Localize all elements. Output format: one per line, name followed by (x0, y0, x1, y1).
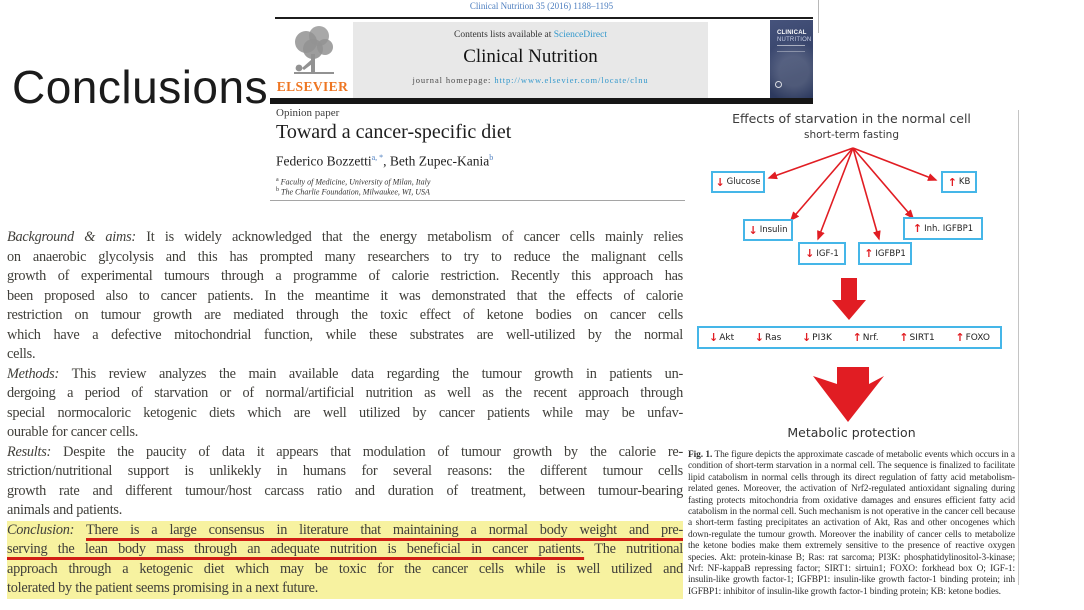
header-top-rule (275, 17, 813, 19)
pathway-item-foxo (955, 332, 990, 343)
big-down-arrow-2 (813, 367, 884, 422)
figure-caption-label: Fig. 1. (688, 450, 713, 460)
pathway-sirt1-label: SIRT1 (909, 332, 935, 343)
abstract-line: been proposed also to cancer patients. In the meantime it was demonstrated that the effects of calorie (7, 287, 683, 304)
figure-outcome-label: Metabolic protection (787, 425, 916, 440)
box-igf1 (798, 242, 846, 265)
abstract-line: approach through a ketogenic diet which may be toxic for the cancer cells while is well utilized and (7, 560, 683, 577)
abstract-section-label: Results: (7, 443, 52, 460)
figure-caption-text: The figure depicts the approximate cascade of metabolic events which occurs in a condition of short-term starvation in a normal cell. The sequence is finalized to facilitate lipid catabolism in normal cells through its direct regulation of fatty acid metabolism-related genes. Moreover, the activation of Nrf2-regulated antioxidant signaling during fasting protects mitochondria from oxidative damages and ensures efficient fatty acid catabolism in the normal cell. Such mechanism is not operative in the cancer cell because a short-term fasting precipitates an activation of Akt, Ras and other oncogenes which down-regulate the tumour growth. Moreover the inability of cancer cells to metabolize the ketone bodies make them extremely sensitive to the presence of reactive oxygen species. Akt: protein-kinase B; Ras: rat sarcoma; PI3K: phosphatidylinositol-3-kinase; Nrf: NF-kappaB repressing factor; SIRT1: sirtuin1; FOXO: forkhead box O; IGF-1: insulin-like growth factor-1; IGFBP1: insulin-like growth factor-1 binding protein; inh IGFBP1: inhibitor of insulin-like growth factor-1 binding protein; KB: ketone bodies. (688, 450, 1015, 597)
elsevier-logo (274, 22, 351, 98)
abstract-section-label: Conclusion: (7, 521, 75, 538)
author-1-sup: a, * (371, 153, 384, 162)
pathway-item-sirt1 (899, 332, 934, 343)
journal-citation: Clinical Nutrition 35 (2016) 1188–1195 (469, 1, 614, 11)
abstract-line: Results: Despite the paucity of data it appears that modulation of tumour growth by the calorie re- (7, 443, 684, 460)
up-arrow-icon: ↑ (947, 175, 957, 189)
abstract-line: tolerated by the patient seems promising in a next future. (7, 580, 319, 596)
box-igfbp1-label: IGFBP1 (875, 248, 906, 259)
sciencedirect-link[interactable]: ScienceDirect (553, 30, 607, 40)
box-kb (941, 171, 977, 193)
cover-title-line1: CLINICAL (777, 30, 807, 36)
abstract-line: which have a defective mitochondrial function, while these substrates are well-utilized by the normal (7, 326, 683, 343)
header-black-bar (270, 98, 813, 104)
abstract-excerpt (7, 228, 683, 599)
abstract-line: Background & aims: It is widely acknowledged that the energy metabolism of cancer cells mainly relies (7, 229, 684, 245)
abstract-paragraph-2 (7, 443, 683, 521)
figure-title: Effects of starvation in the normal cell (732, 111, 971, 126)
abstract-line: restriction on tumour growth are mediated through the toxic effect of ketone bodies on cancer cells (7, 307, 683, 323)
journal-cover-thumbnail (770, 20, 813, 98)
pathway-nrf-label: Nrf. (862, 332, 879, 343)
article-authors (276, 153, 493, 170)
homepage-line (353, 75, 708, 85)
abstract-line: serving the lean body mass through an adequate nutrition is beneficial in cancer patients. The nutritional (7, 541, 683, 557)
figure-caption (688, 450, 1015, 598)
down-arrow-icon: ↓ (748, 223, 758, 237)
figure-1-panel (685, 108, 1018, 608)
up-arrow-icon: ↑ (955, 331, 965, 344)
box-glucose (711, 171, 765, 193)
contents-prefix: Contents lists available at (453, 30, 554, 40)
abstract-line: ourable for cancer cells. (7, 424, 139, 440)
pathway-item-ras (755, 332, 781, 343)
header-bottom-rule (270, 200, 689, 201)
abstract-paragraph-0 (7, 228, 683, 365)
pathway-item-akt (709, 332, 734, 343)
elsevier-wordmark: ELSEVIER (276, 79, 349, 94)
down-arrow-icon: ↓ (805, 247, 815, 260)
box-kb-label: KB (958, 177, 971, 187)
abstract-line: Methods: This review analyzes the main available data regarding the tumour growth in patients un- (7, 365, 683, 382)
journal-banner (353, 22, 708, 98)
author-1: Federico Bozzetti (276, 153, 372, 169)
big-down-arrow-1 (832, 278, 866, 320)
up-arrow-icon: ↑ (899, 331, 909, 344)
author-2-sup: b (489, 153, 494, 162)
box-inh-igfbp1 (903, 217, 983, 240)
abstract-line: growth of experimental tumours through a programme of calorie restriction. Recently this approach has (7, 268, 683, 284)
abstract-line: special normocaloric ketogenic diets which are well utilized by cancer patients while may be unfav- (7, 404, 683, 421)
box-inh-igfbp1-label: Inh. IGFBP1 (924, 223, 974, 234)
figure-subtitle: short-term fasting (803, 129, 899, 141)
affiliation-b-text: The Charlie Foundation, Milwaukee, WI, USA (281, 187, 430, 197)
homepage-url-link[interactable]: http://www.elsevier.com/locate/clnu (494, 75, 649, 85)
authors-separator: , (383, 153, 390, 169)
author-2: Beth Zupec-Kania (389, 153, 490, 169)
pathway-foxo-label: FOXO (965, 332, 990, 343)
affiliation-b-sup: b (276, 187, 279, 193)
affiliation-a (276, 177, 430, 187)
abstract-paragraph-3 (7, 521, 683, 599)
article-title: Toward a cancer-specific diet (276, 121, 512, 143)
abstract-line: animals and patients. (7, 502, 123, 518)
abstract-line: striction/nutritional support is unlikekly in humans for several reasons: the different tumour cells (7, 463, 683, 479)
affiliation-a-text: Faculty of Medicine, University of Milan, Italy (280, 177, 431, 187)
pathway-ras-label: Ras (765, 332, 782, 343)
up-arrow-icon: ↑ (864, 247, 874, 260)
abstract-line: growth rate and different tumour/host carcass ratio and duration of treatment, between tumour-bearing (7, 482, 683, 499)
box-igf1-label: IGF-1 (816, 248, 839, 259)
cover-title-line2: NUTRITION (777, 37, 812, 43)
pathway-akt-label: Akt (719, 332, 735, 343)
box-insulin-label: Insulin (759, 225, 788, 235)
figure-scan-right-edge (1018, 110, 1019, 585)
pathway-pi3k-label: PI3K (812, 332, 832, 343)
pathway-item-pi3k (802, 332, 832, 343)
up-arrow-icon: ↑ (852, 331, 862, 344)
red-underlined-text: There is a large consensus in literature that maintaining a normal body weight and pre- (86, 521, 683, 538)
cover-decor-lines (777, 45, 805, 52)
box-igfbp1 (858, 242, 912, 265)
abstract-line: cells. (7, 346, 36, 362)
box-insulin (743, 219, 793, 241)
pathway-box (697, 326, 1002, 349)
abstract-section-label: Background & aims: (7, 229, 136, 245)
journal-title: Clinical Nutrition (463, 46, 598, 67)
down-arrow-icon: ↓ (715, 175, 725, 189)
down-arrow-icon: ↓ (754, 331, 765, 344)
article-type-label: Opinion paper (276, 107, 340, 119)
elsevier-tree-icon (284, 22, 342, 80)
pathway-item-nrf (853, 332, 879, 343)
abstract-line (7, 521, 683, 541)
affiliation-a-sup: a (276, 177, 279, 183)
red-underlined-text: serving the lean body mass through an adequate nutrition is beneficial in cancer patients. (7, 541, 585, 557)
fan-arrows-svg (685, 108, 1018, 448)
down-arrow-icon: ↓ (801, 331, 812, 344)
contents-line (353, 30, 708, 40)
affiliation-b (276, 187, 430, 197)
abstract-paragraph-1 (7, 365, 683, 443)
screenshot-right-edge (818, 0, 819, 33)
abstract-section-label: Methods: (7, 365, 59, 382)
abstract-line: on anaerobic glycolysis and this has prompted many researchers to try to reduce the malignant cells (7, 248, 683, 265)
homepage-prefix: journal homepage: (412, 75, 495, 85)
page-title: Conclusions (12, 61, 269, 113)
abstract-line: dergoing a period of starvation or of normal/artificial nutrition as well as the recent approach through (7, 385, 683, 401)
box-glucose-label: Glucose (726, 177, 761, 187)
up-arrow-icon: ↑ (912, 222, 923, 235)
cover-decor-dot (775, 81, 782, 88)
down-arrow-icon: ↓ (709, 331, 719, 344)
